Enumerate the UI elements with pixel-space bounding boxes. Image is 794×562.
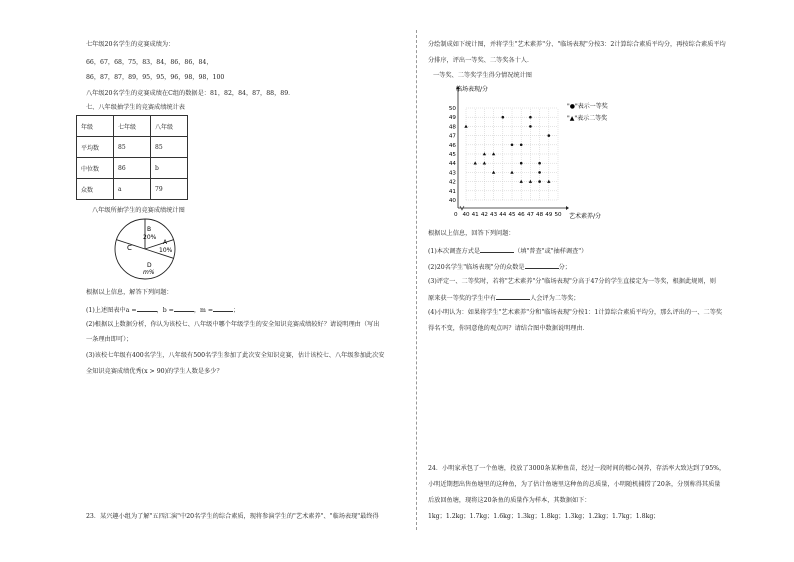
question-23-start: 23．某兴趣小组为了解"五四汇演"中20名学生的综合素质，现将参演学生的"艺术素养"、"临场表现"最终得	[86, 513, 379, 520]
table-cell: 中位数	[77, 158, 114, 179]
y-tick-label: 45	[448, 152, 456, 158]
answer-blank-mode[interactable]	[525, 262, 559, 269]
second-prize-point	[474, 161, 477, 164]
left-question-3-line-2: 全知识竞赛成绩优秀(x > 90)的学生人数是多少？	[86, 368, 223, 375]
rq1-part-b: （填"普查"或"抽样调查"）	[514, 248, 588, 255]
second-prize-point	[464, 125, 467, 128]
y-tick-label: 44	[448, 161, 456, 168]
x-tick-label: 47	[526, 212, 534, 218]
table-cell: 85	[151, 137, 188, 158]
stats-table-title: 七、八年级抽学生的竞赛成绩统计表	[86, 104, 185, 111]
y-tick-label: 49	[448, 115, 456, 122]
first-prize-point	[529, 116, 532, 119]
right-question-4-line-1: (4)小明认为：如果将学生"艺术素养"分和"临场表现"分按1：1计算综合素质平均分，那么评出的一、二等奖	[428, 309, 723, 316]
left-question-1	[86, 305, 239, 315]
table-cell: a	[114, 179, 151, 200]
first-prize-point	[502, 116, 505, 119]
right-question-4-line-2: 得名不变，你同意他的观点吗？请结合图中数据说明理由．	[428, 325, 589, 332]
x-tick-label: 43	[490, 212, 498, 218]
first-prize-point	[538, 171, 541, 174]
x-tick-label: 46	[517, 212, 525, 218]
right-question-3-line-1: (3)评定一、二等奖时，若将"艺术素养"分"临场表现"分高于47分的学生直接定为一等奖，根据此规则，则	[428, 278, 716, 285]
table-cell: 年级	[77, 116, 114, 137]
scatter-chart	[426, 82, 626, 220]
y-tick-label: 50	[448, 106, 456, 112]
y-tick-label: 42	[448, 179, 456, 186]
legend-entry-first-prize: "●"表示一等奖	[567, 103, 608, 110]
answer-blank-survey-type[interactable]	[480, 246, 514, 253]
x-axis-label: 艺术素养/分	[569, 213, 602, 220]
right-prompt: 根据以上信息，回答下列问题：	[428, 230, 515, 237]
table-cell: 众数	[77, 179, 114, 200]
table-cell: 平均数	[77, 137, 114, 158]
answer-blank-a[interactable]	[137, 305, 157, 312]
q23-continued-line-1: 分绘制成如下统计图，并将学生"艺术素养"分、"临场表现"分按3：2计算综合素质平均分，再按综合素质平均	[428, 41, 726, 48]
pie-label-d: D	[147, 262, 152, 269]
pie-percent-a: 10%	[159, 247, 173, 254]
table-cell: 85	[114, 137, 151, 158]
x-tick-label: 44	[499, 212, 507, 218]
q1-part-c: ，m =	[193, 307, 214, 314]
rq3-part-b: 人会评为二等奖；	[530, 295, 580, 302]
y-tick-label: 41	[448, 188, 456, 195]
question-24-line-4: 1kg；1.2kg；1.7kg；1.6kg；1.3kg；1.8kg；1.3kg；1.2kg；1.7kg；1.8kg；	[428, 513, 660, 520]
x-tick-label: 41	[471, 212, 479, 218]
pie-percent-d: m%	[143, 269, 155, 276]
rq2-part-a: (2)20名学生"临场表现"分的众数是	[428, 264, 525, 271]
first-prize-point	[538, 180, 541, 183]
pie-label-b: B	[147, 226, 152, 233]
x-tick-label: 48	[536, 212, 544, 218]
pie-label-a: A	[163, 239, 168, 246]
answer-blank-m[interactable]	[213, 305, 233, 312]
first-prize-point	[529, 125, 532, 128]
x-tick-label: 0	[454, 212, 458, 218]
second-prize-point	[520, 180, 523, 183]
legend-entry-second-prize: "▲"表示二等奖	[567, 115, 608, 122]
q1-end: ；	[233, 307, 240, 314]
question-24-line-1: 24．小明家承包了一个鱼塘，投放了3000条某种鱼苗，经过一段时间的精心饲养，存活率大致达到了95%，	[428, 465, 726, 472]
stats-table	[76, 115, 188, 200]
pie-chart-title: 八年级所抽学生的竞赛成绩统计图	[92, 207, 185, 214]
first-prize-point	[511, 144, 514, 147]
answer-blank-count[interactable]	[496, 293, 530, 300]
q23-continued-line-2: 分排序，评出一等奖、二等奖各十人．	[428, 57, 534, 64]
answer-blank-b[interactable]	[174, 305, 194, 312]
table-row	[77, 137, 188, 158]
pie-label-c: C	[127, 244, 132, 252]
left-question-2-line-2: 一条理由即可）；	[86, 336, 133, 343]
table-row	[77, 158, 188, 179]
second-prize-point	[492, 171, 495, 174]
left-question-2-line-1: (2)根据以上数据分析，你认为该校七、八年级中哪个年级学生的安全知识竞赛成绩较好？请说明理由（写出	[86, 321, 380, 328]
x-tick-label: 40	[462, 212, 470, 218]
y-tick-label: 48	[448, 124, 456, 131]
table-header-row	[77, 116, 188, 137]
rq1-part-a: (1)本次调查方式是	[428, 248, 481, 255]
first-prize-point	[548, 134, 551, 137]
y-tick-label: 43	[448, 170, 456, 177]
rq2-part-b: 分；	[558, 264, 571, 271]
pie-percent-b: 20%	[143, 234, 157, 241]
second-prize-point	[483, 152, 486, 155]
table-cell: 八年级	[151, 116, 188, 137]
y-tick-label: 46	[448, 142, 456, 149]
x-tick-label: 49	[545, 212, 553, 218]
table-cell: 86	[114, 158, 151, 179]
second-prize-point	[483, 161, 486, 164]
second-prize-point	[510, 171, 513, 174]
q1-part-a: (1)上述图表中a =	[86, 307, 137, 314]
x-tick-label: 42	[480, 212, 488, 218]
question-24-line-3: 后放回鱼塘，现将这20条鱼的质量作为样本，其数据如下：	[428, 497, 591, 504]
eighth-grade-c-group-data: 八年级20名学生的竞赛成绩在C组的数据是：81，82，84，87，88，89．	[86, 90, 295, 97]
table-cell: 七年级	[114, 116, 151, 137]
right-question-3-line-2	[428, 293, 580, 303]
seventh-grade-data-1: 66，67，68，75，83，84，86，86，84，	[86, 59, 213, 66]
question-24-line-2: 小明近期想出售鱼塘里的这种鱼，为了估计鱼塘里这种鱼的总质量，小明随机捕捞了20条，分别称得其质量	[428, 481, 721, 488]
table-cell: b	[151, 158, 188, 179]
y-axis-label: 临场表现/分	[456, 86, 489, 93]
table-cell: 79	[151, 179, 188, 200]
y-tick-label: 47	[448, 133, 456, 140]
x-tick-label: 45	[508, 212, 516, 218]
first-prize-point	[538, 162, 541, 165]
x-tick-label: 50	[554, 212, 562, 218]
left-prompt: 根据以上信息，解答下列问题：	[86, 289, 173, 296]
seventh-grade-intro: 七年级20名学生的竞赛成绩为：	[86, 41, 175, 48]
left-question-3-line-1: (3)该校七年级有400名学生，八年级有500名学生参加了此次安全知识竞赛，估计该校七、八年级参加此次安	[86, 352, 385, 359]
first-prize-point	[520, 144, 523, 147]
rq3-part-a: 原来获一等奖的学生中有	[428, 295, 497, 302]
first-prize-point	[520, 162, 523, 165]
right-question-2	[428, 262, 571, 272]
seventh-grade-data-2: 86，87，87，89，95，95，96，98，98，100	[86, 74, 225, 81]
second-prize-point	[492, 152, 495, 155]
column-divider	[416, 30, 417, 530]
table-row	[77, 179, 188, 200]
second-prize-point	[529, 180, 532, 183]
right-question-1	[428, 246, 587, 256]
x-axis-arrow	[566, 206, 569, 210]
scatter-chart-title: 一等奖、二等奖学生得分情况统计图	[433, 72, 532, 79]
y-tick-label: 40	[448, 198, 456, 204]
pie-chart	[100, 216, 190, 282]
second-prize-point	[547, 180, 550, 183]
q1-part-b: ，b =	[156, 307, 174, 314]
